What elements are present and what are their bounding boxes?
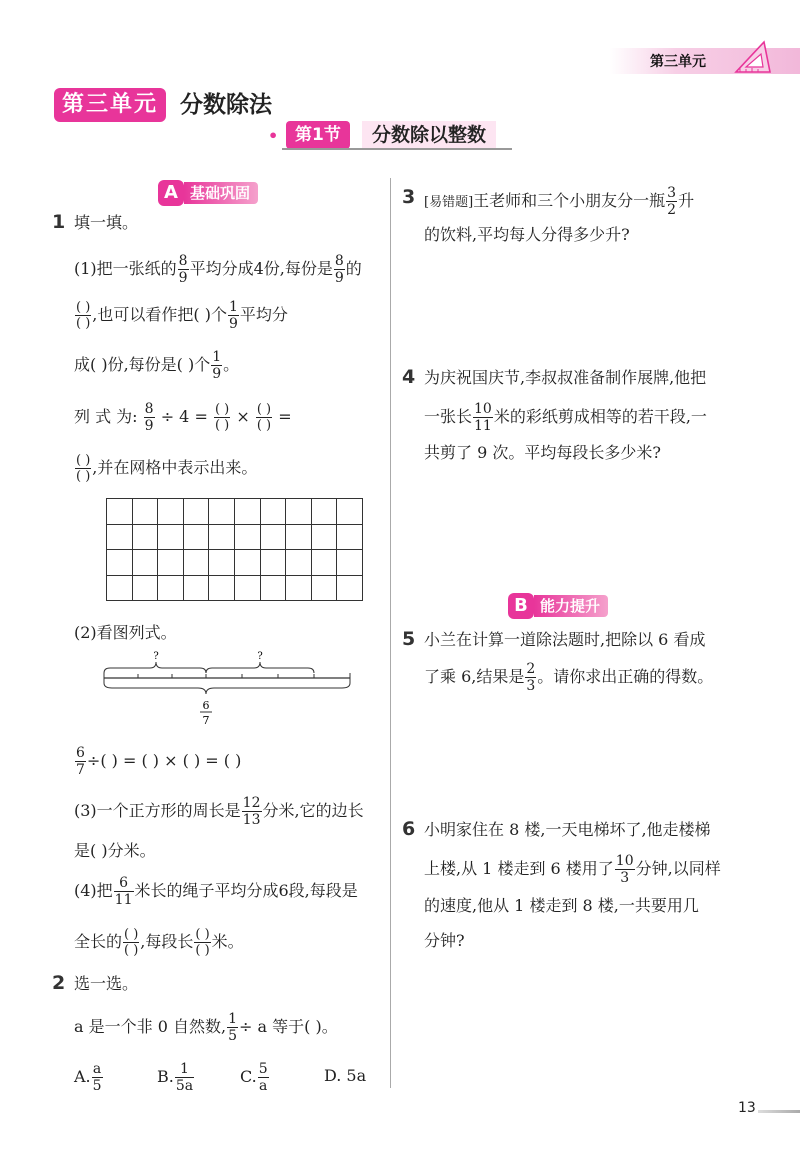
q1-s3-line2: 是( )分米。 — [74, 841, 156, 860]
q1-s1-line1: (1)把一张纸的 $\frac{8}{9}$ 平均分成4份,每份是 $\frac{8}{9}$ 的 — [74, 253, 362, 286]
q2-stem: a 是一个非 0 自然数, $\frac{1}{5}$ ÷ a 等于( )。 — [74, 1011, 338, 1044]
segment-question-1: ? — [153, 651, 159, 662]
segment-diagram — [100, 648, 354, 728]
q6-line4: 分钟? — [424, 931, 465, 950]
q1-s1-line4: 列 式 为: $\frac{8}{9}$ ÷ 4 = $\frac{( )}{( )}$ × $\frac{( )}{( )}$ = — [74, 401, 292, 434]
q1-s1-line3: 成( )份,每份是( )个 $\frac{1}{9}$ 。 — [74, 349, 240, 382]
unit-tab: 第三单元 — [610, 48, 800, 74]
fraction: $\frac{6}{7}$ — [76, 745, 85, 778]
q5-line2: 了乘 6,结果是 $\frac{2}{3}$ 。请你求出正确的得数。 — [424, 661, 714, 694]
q6-line1: 小明家住在 8 楼,一天电梯坏了,他走楼梯 — [424, 820, 711, 839]
q6-line3: 的速度,他从 1 楼走到 8 楼,一共要用几 — [424, 896, 699, 915]
fraction: $\frac{a}{5}$ — [92, 1061, 102, 1094]
q3-number: 3 — [402, 186, 416, 208]
unit-title: 分数除法 — [180, 92, 272, 118]
triangle-ruler-icon — [734, 40, 772, 74]
blank-fraction[interactable]: $\frac{( )}{( )}$ — [195, 927, 210, 958]
fraction: $\frac{8}{9}$ — [178, 253, 188, 286]
part-b-header — [508, 593, 638, 619]
column-divider — [390, 178, 391, 1088]
fraction: $\frac{6}{11}$ — [114, 875, 133, 908]
q2-option-c[interactable]: C. $\frac{5}{a}$ — [240, 1061, 268, 1094]
fraction: $\frac{3}{2}$ — [667, 185, 677, 218]
q1-s4-line1: (4)把 $\frac{6}{11}$ 米长的绳子平均分成6段,每段是 — [74, 875, 358, 908]
page-rule — [758, 1110, 800, 1113]
q2-option-d[interactable]: D. 5a — [324, 1066, 367, 1085]
section-badge: 第1节 — [286, 121, 350, 149]
q1-s3-line1: (3)一个正方形的周长是 $\frac{12}{13}$ 分米,它的边长 — [74, 795, 364, 828]
segment-total-den: 7 — [202, 714, 210, 727]
blank-fraction[interactable]: $\frac{( )}{( )}$ — [214, 402, 230, 433]
unit-badge: 第三单元 — [54, 88, 166, 122]
q6-number: 6 — [402, 818, 416, 840]
blank-fraction[interactable]: $\frac{( )}{( )}$ — [76, 453, 91, 484]
page-number: 13 — [738, 1100, 756, 1116]
error-prone-tag: [易错题] — [424, 195, 474, 210]
fraction: $\frac{8}{9}$ — [144, 401, 154, 434]
section-title: 分数除以整数 — [362, 121, 496, 149]
q4-line3: 共剪了 9 次。平均每段长多少米? — [424, 443, 661, 462]
blank-fraction[interactable]: $\frac{( )}{( )}$ — [124, 927, 139, 958]
blank-fraction[interactable]: $\frac{( )}{( )}$ — [256, 402, 272, 433]
fraction: $\frac{2}{3}$ — [526, 661, 536, 694]
part-b-letter: B — [508, 593, 534, 619]
segment-question-2: ? — [257, 651, 263, 662]
fraction: $\frac{5}{a}$ — [258, 1061, 268, 1094]
q1-s2: (2)看图列式。 — [74, 623, 177, 642]
q2-title: 选一选。 — [74, 974, 139, 993]
section-underline — [282, 148, 512, 150]
fraction: $\frac{1}{5a}$ — [175, 1061, 194, 1094]
q3-line2: 的饮料,平均每人分得多少升? — [424, 225, 630, 244]
q3-line1: [易错题]王老师和三个小朋友分一瓶 $\frac{3}{2}$ 升 — [424, 185, 695, 218]
fraction: $\frac{1}{5}$ — [228, 1011, 237, 1044]
part-a-label: 基础巩固 — [184, 182, 258, 204]
fraction: $\frac{1}{9}$ — [228, 299, 238, 332]
q4-line2: 一张长 $\frac{10}{11}$ 米的彩纸剪成相等的若干段,一 — [424, 401, 707, 434]
fraction: $\frac{12}{13}$ — [242, 795, 261, 828]
part-a-letter: A — [158, 180, 184, 206]
segment-total-num: 6 — [202, 699, 210, 712]
part-a-header — [158, 180, 278, 206]
answer-grid[interactable] — [106, 498, 363, 601]
q1-number: 1 — [52, 211, 66, 233]
q5-line1: 小兰在计算一道除法题时,把除以 6 看成 — [424, 630, 706, 649]
section-dots: • — [268, 126, 279, 145]
q2-option-b[interactable]: B. $\frac{1}{5a}$ — [157, 1061, 194, 1094]
q1-title: 填一填。 — [74, 213, 139, 232]
q4-line1: 为庆祝国庆节,李叔叔准备制作展牌,他把 — [424, 368, 707, 387]
fraction: $\frac{1}{9}$ — [212, 349, 222, 382]
q5-number: 5 — [402, 628, 416, 650]
q1-s4-line2: 全长的 $\frac{( )}{( )}$ ,每段长 $\frac{( )}{( )}$ 米。 — [74, 927, 244, 958]
q1-s1-line5: $\frac{( )}{( )}$ ,并在网格中表示出来。 — [76, 453, 258, 484]
q2-number: 2 — [52, 972, 66, 994]
blank-fraction[interactable]: $\frac{( )}{( )}$ — [76, 300, 91, 331]
q1-s2-expression: $\frac{6}{7}$ ÷( ) = ( ) × ( ) = ( ) — [76, 745, 242, 778]
q1-s1-line2: $\frac{( )}{( )}$ ,也可以看作把( )个 $\frac{1}{9}$ 平均分 — [76, 299, 288, 332]
q2-option-a[interactable]: A. $\frac{a}{5}$ — [74, 1061, 102, 1094]
q4-number: 4 — [402, 366, 416, 388]
part-b-label: 能力提升 — [534, 595, 608, 617]
fraction: $\frac{10}{3}$ — [615, 853, 634, 886]
fraction: $\frac{10}{11}$ — [474, 401, 492, 434]
fraction: $\frac{8}{9}$ — [334, 253, 344, 286]
q6-line2: 上楼,从 1 楼走到 6 楼用了 $\frac{10}{3}$ 分钟,以同样 — [424, 853, 721, 886]
